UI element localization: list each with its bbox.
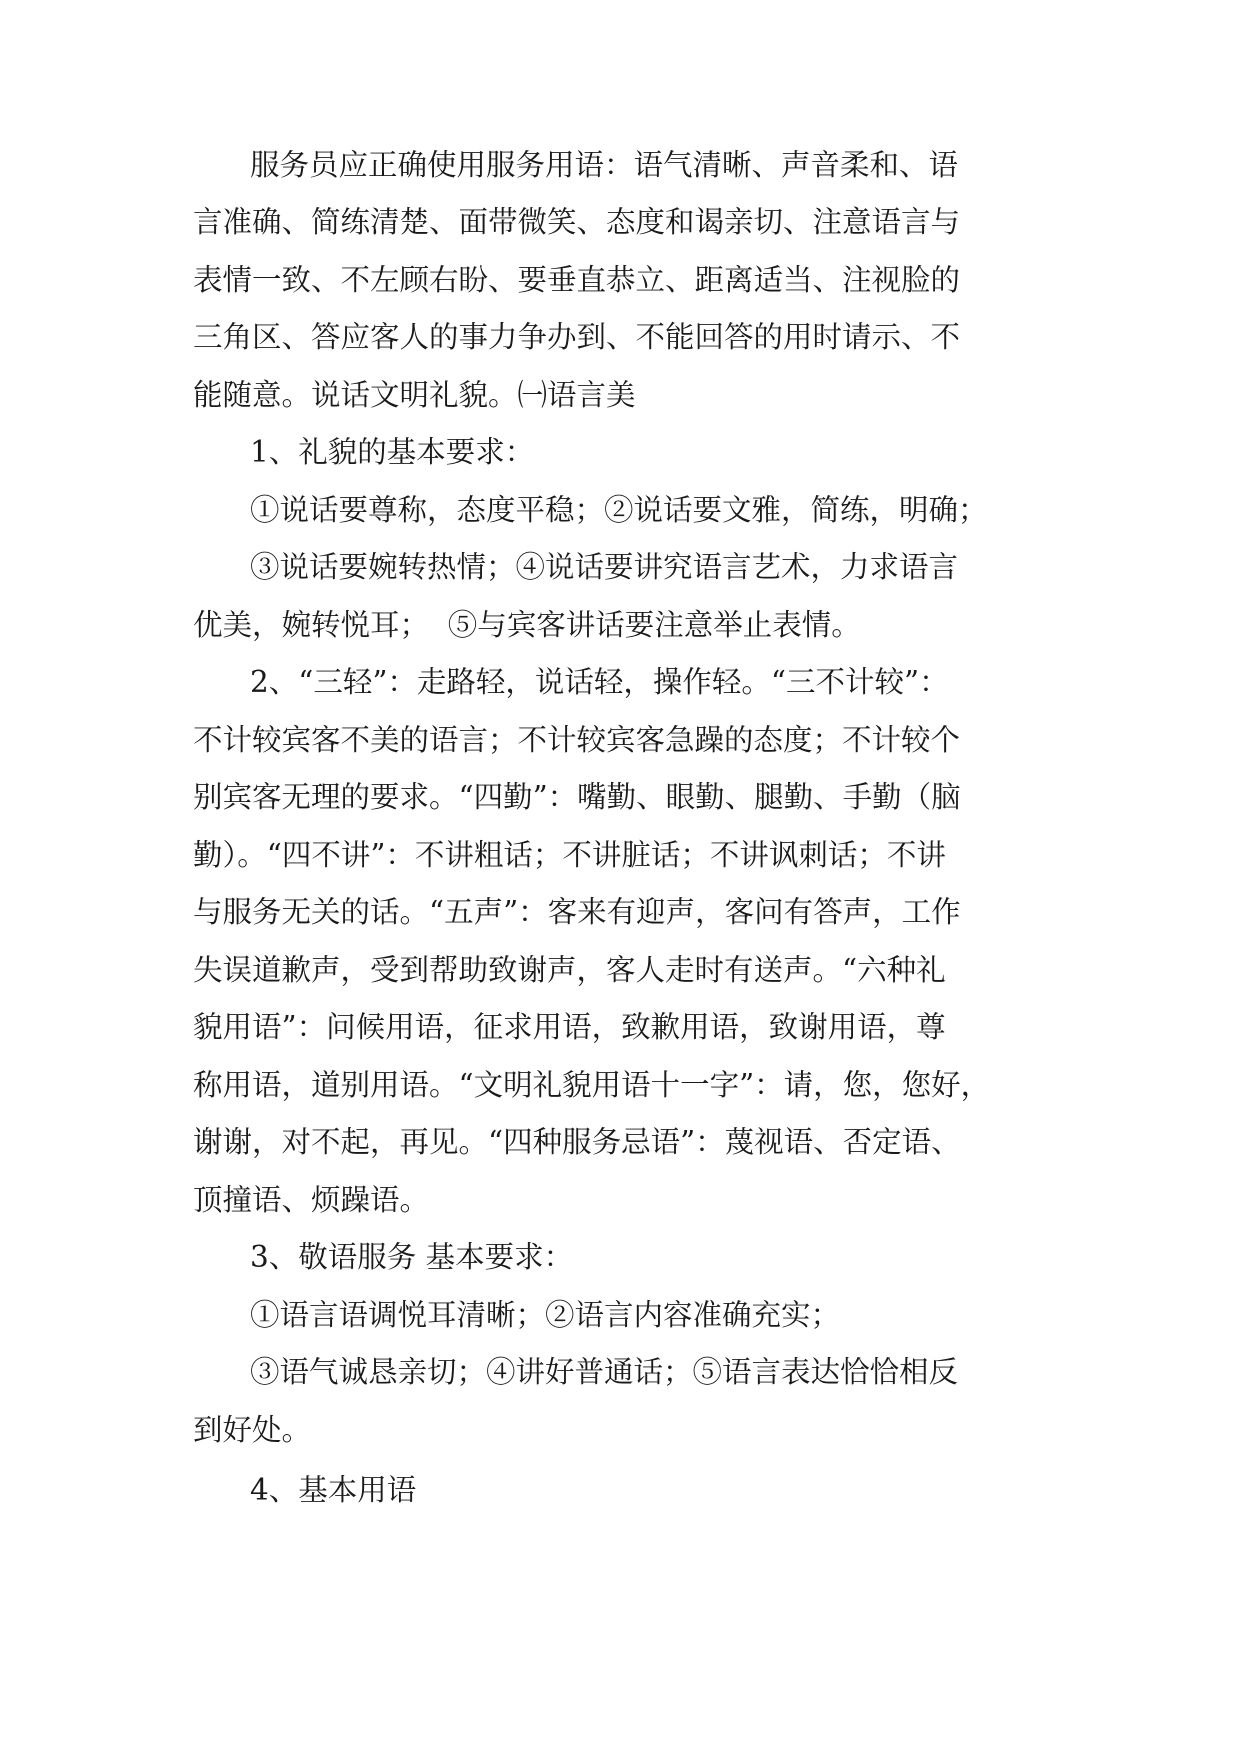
text-line: 失误道歉声，受到帮助致谢声，客人走时有送声。“六种礼 bbox=[193, 953, 946, 987]
text-line: ①语言语调悦耳清晰；②语言内容准确充实； bbox=[250, 1298, 841, 1332]
text-line: 貌用语”：问候用语，征求用语，致歉用语，致谢用语，尊 bbox=[193, 1010, 946, 1044]
text-line: 不计较宾客不美的语言；不计较宾客急躁的态度；不计较个 bbox=[193, 723, 961, 757]
section-heading: 1、礼貌的基本要求： bbox=[250, 435, 535, 469]
text-line: 到好处。 bbox=[193, 1413, 312, 1447]
section-heading: 4、基本用语 bbox=[250, 1473, 417, 1507]
text-line: 能随意。说话文明礼貌。㈠语言美 bbox=[193, 378, 636, 412]
text-line: 与服务无关的话。“五声”：客来有迎声，客问有答声，工作 bbox=[193, 895, 961, 929]
text-line: 谢谢，对不起，再见。“四种服务忌语”：蔑视语、否定语、 bbox=[193, 1125, 961, 1159]
section-heading: 3、敬语服务 基本要求： bbox=[250, 1240, 574, 1274]
text-line: 服务员应正确使用服务用语：语气清晰、声音柔和、语 bbox=[250, 148, 959, 182]
text-line: 顶撞语、烦躁语。 bbox=[193, 1183, 430, 1217]
text-line: 勤）。“四不讲”：不讲粗话；不讲脏话；不讲讽刺话；不讲 bbox=[193, 838, 946, 872]
text-line: 别宾客无理的要求。“四勤”：嘴勤、眼勤、腿勤、手勤（脑 bbox=[193, 780, 961, 814]
text-line: 三角区、答应客人的事力争办到、不能回答的用时请示、不 bbox=[193, 320, 961, 354]
text-line: ③语气诚恳亲切；④讲好普通话；⑤语言表达恰恰相反 bbox=[250, 1355, 959, 1389]
text-line: 表情一致、不左顾右盼、要垂直恭立、距离适当、注视脸的 bbox=[193, 263, 961, 297]
text-line: 2、“三轻”：走路轻，说话轻，操作轻。“三不计较”： bbox=[250, 665, 949, 699]
text-line: ③说话要婉转热情；④说话要讲究语言艺术，力求语言 bbox=[250, 550, 959, 584]
text-line: ①说话要尊称，态度平稳；②说话要文雅，简练，明确； bbox=[250, 493, 988, 527]
text-line: 称用语，道别用语。“文明礼貌用语十一字”：请，您，您好， bbox=[193, 1068, 991, 1102]
text-line: 言准确、简练清楚、面带微笑、态度和谒亲切、注意语言与 bbox=[193, 205, 961, 239]
text-line: 优美，婉转悦耳； ⑤与宾客讲话要注意举止表情。 bbox=[193, 608, 861, 642]
